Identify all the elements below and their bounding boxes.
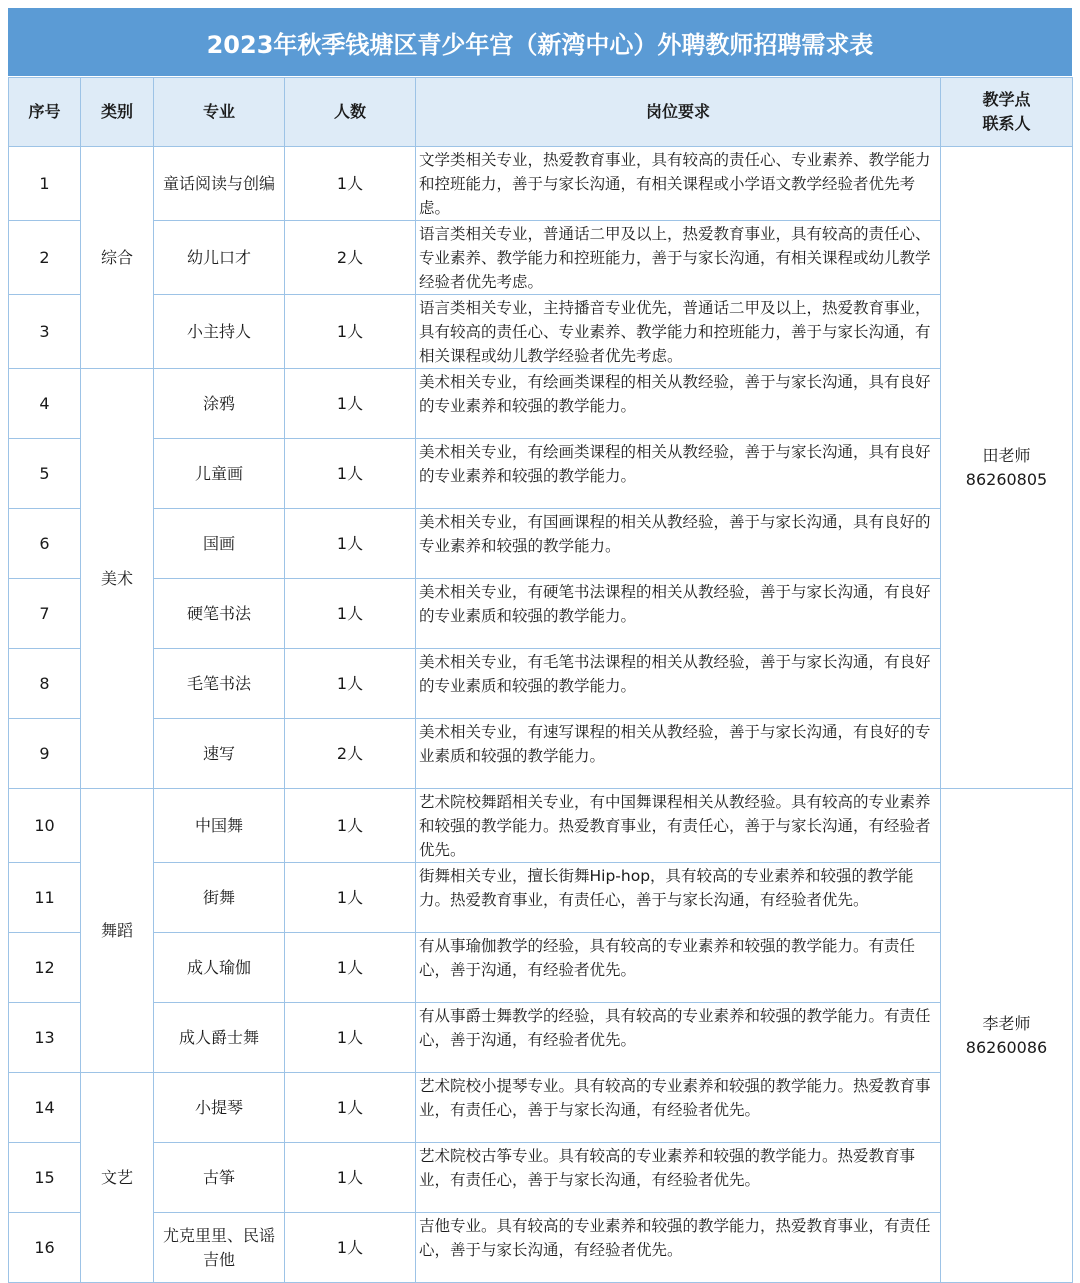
- row-major: 成人瑜伽: [154, 933, 285, 1003]
- row-no: 8: [9, 649, 81, 719]
- row-requirement: 吉他专业。具有较高的专业素养和较强的教学能力，热爱教育事业，有责任心，善于与家长沟通，有经验者优先。: [416, 1213, 941, 1283]
- row-requirement: 有从事爵士舞教学的经验，具有较高的专业素养和较强的教学能力。有责任心，善于沟通，有经验者优先。: [416, 1003, 941, 1073]
- row-no: 12: [9, 933, 81, 1003]
- header-contact-line1: 教学点: [982, 90, 1031, 109]
- contact-phone: 86260086: [965, 1037, 1048, 1057]
- header-category: 类别: [81, 78, 154, 147]
- row-count: 1人: [285, 369, 416, 439]
- table-row: [9, 649, 1073, 719]
- category-cell: 美术: [81, 369, 154, 789]
- row-no: 7: [9, 579, 81, 649]
- row-major: 国画: [154, 509, 285, 579]
- recruitment-table: [8, 77, 1073, 1283]
- row-major: 小提琴: [154, 1073, 285, 1143]
- table-row: [9, 221, 1073, 295]
- row-count: 1人: [285, 295, 416, 369]
- row-requirement: 美术相关专业，有绘画类课程的相关从教经验，善于与家长沟通，具有良好的专业素养和较强的教学能力。: [416, 369, 941, 439]
- row-no: 5: [9, 439, 81, 509]
- row-major: 小主持人: [154, 295, 285, 369]
- row-major-line1: 尤克里里、民谣: [162, 1225, 275, 1245]
- row-major: 街舞: [154, 863, 285, 933]
- row-major: 硬笔书法: [154, 579, 285, 649]
- row-count: 1人: [285, 933, 416, 1003]
- row-count: 2人: [285, 719, 416, 789]
- row-major: 古筝: [154, 1143, 285, 1213]
- row-major: 速写: [154, 719, 285, 789]
- row-major-line2: 吉他: [202, 1249, 235, 1269]
- category-cell: 文艺: [81, 1073, 154, 1283]
- row-requirement: 有从事瑜伽教学的经验，具有较高的专业素养和较强的教学能力。有责任心，善于沟通，有经验者优先。: [416, 933, 941, 1003]
- page-title: 2023年秋季钱塘区青少年宫（新湾中心）外聘教师招聘需求表: [8, 8, 1072, 76]
- row-requirement: 美术相关专业，有绘画类课程的相关从教经验，善于与家长沟通，具有良好的专业素养和较强的教学能力。: [416, 439, 941, 509]
- table-row: [9, 1143, 1073, 1213]
- row-no: 4: [9, 369, 81, 439]
- table-row: [9, 439, 1073, 509]
- header-count: 人数: [285, 78, 416, 147]
- row-no: 13: [9, 1003, 81, 1073]
- row-major: 幼儿口才: [154, 221, 285, 295]
- row-count: 1人: [285, 1073, 416, 1143]
- row-major: 中国舞: [154, 789, 285, 863]
- row-count: 1人: [285, 509, 416, 579]
- contact-name: 李老师: [982, 1013, 1031, 1033]
- header-contact: [941, 78, 1073, 147]
- contact-phone: 86260805: [965, 469, 1048, 489]
- header-requirement: 岗位要求: [416, 78, 941, 147]
- table-row: [9, 789, 1073, 863]
- row-requirement: 语言类相关专业，主持播音专业优先，普通话二甲及以上，热爱教育事业，具有较高的责任心、专业素养、教学能力和控班能力，善于与家长沟通，有相关课程或幼儿教学经验者优先考虑。: [416, 295, 941, 369]
- table-row: [9, 369, 1073, 439]
- row-requirement: 美术相关专业，有国画课程的相关从教经验，善于与家长沟通，具有良好的专业素养和较强的教学能力。: [416, 509, 941, 579]
- row-major: 成人爵士舞: [154, 1003, 285, 1073]
- row-requirement: 艺术院校古筝专业。具有较高的专业素养和较强的教学能力。热爱教育事业，有责任心，善于与家长沟通，有经验者优先。: [416, 1143, 941, 1213]
- contact-name: 田老师: [982, 445, 1031, 465]
- row-requirement: 艺术院校小提琴专业。具有较高的专业素养和较强的教学能力。热爱教育事业，有责任心，善于与家长沟通，有经验者优先。: [416, 1073, 941, 1143]
- row-count: 1人: [285, 147, 416, 221]
- table-row: [9, 1073, 1073, 1143]
- header-no: 序号: [9, 78, 81, 147]
- contact-cell: [941, 147, 1073, 789]
- table-row: [9, 579, 1073, 649]
- row-count: 1人: [285, 649, 416, 719]
- row-no: 2: [9, 221, 81, 295]
- row-requirement: 文学类相关专业，热爱教育事业，具有较高的责任心、专业素养、教学能力和控班能力，善于与家长沟通，有相关课程或小学语文教学经验者优先考虑。: [416, 147, 941, 221]
- header-major: 专业: [154, 78, 285, 147]
- row-major: 涂鸦: [154, 369, 285, 439]
- category-cell: 舞蹈: [81, 789, 154, 1073]
- table-row: [9, 509, 1073, 579]
- table-row: [9, 147, 1073, 221]
- contact-cell: [941, 789, 1073, 1283]
- row-no: 1: [9, 147, 81, 221]
- row-no: 11: [9, 863, 81, 933]
- row-major: 毛笔书法: [154, 649, 285, 719]
- table-row: [9, 1003, 1073, 1073]
- table-row: [9, 933, 1073, 1003]
- row-no: 14: [9, 1073, 81, 1143]
- row-requirement: 语言类相关专业，普通话二甲及以上，热爱教育事业，具有较高的责任心、专业素养、教学能力和控班能力，善于与家长沟通，有相关课程或幼儿教学经验者优先考虑。: [416, 221, 941, 295]
- row-no: 9: [9, 719, 81, 789]
- row-count: 1人: [285, 1213, 416, 1283]
- table-row: [9, 863, 1073, 933]
- row-requirement: 美术相关专业，有速写课程的相关从教经验，善于与家长沟通，有良好的专业素质和较强的教学能力。: [416, 719, 941, 789]
- row-count: 1人: [285, 579, 416, 649]
- row-requirement: 美术相关专业，有毛笔书法课程的相关从教经验，善于与家长沟通，有良好的专业素质和较强的教学能力。: [416, 649, 941, 719]
- header-contact-line2: 联系人: [982, 114, 1031, 133]
- row-requirement: 艺术院校舞蹈相关专业，有中国舞课程相关从教经验。具有较高的专业素养和较强的教学能力。热爱教育事业，有责任心，善于与家长沟通，有经验者优先。: [416, 789, 941, 863]
- row-no: 15: [9, 1143, 81, 1213]
- row-count: 1人: [285, 863, 416, 933]
- table-row: [9, 295, 1073, 369]
- row-requirement: 美术相关专业，有硬笔书法课程的相关从教经验，善于与家长沟通，有良好的专业素质和较强的教学能力。: [416, 579, 941, 649]
- row-count: 2人: [285, 221, 416, 295]
- row-count: 1人: [285, 789, 416, 863]
- row-no: 3: [9, 295, 81, 369]
- row-major: 童话阅读与创编: [154, 147, 285, 221]
- row-no: 6: [9, 509, 81, 579]
- category-cell: 综合: [81, 147, 154, 369]
- row-no: 10: [9, 789, 81, 863]
- row-major: [154, 1213, 285, 1283]
- table-header-row: [9, 78, 1073, 147]
- row-count: 1人: [285, 1003, 416, 1073]
- row-requirement: 街舞相关专业，擅长街舞Hip-hop，具有较高的专业素养和较强的教学能力。热爱教育事业，有责任心，善于与家长沟通，有经验者优先。: [416, 863, 941, 933]
- table-row: [9, 719, 1073, 789]
- row-no: 16: [9, 1213, 81, 1283]
- row-major: 儿童画: [154, 439, 285, 509]
- row-count: 1人: [285, 439, 416, 509]
- table-row: [9, 1213, 1073, 1283]
- row-count: 1人: [285, 1143, 416, 1213]
